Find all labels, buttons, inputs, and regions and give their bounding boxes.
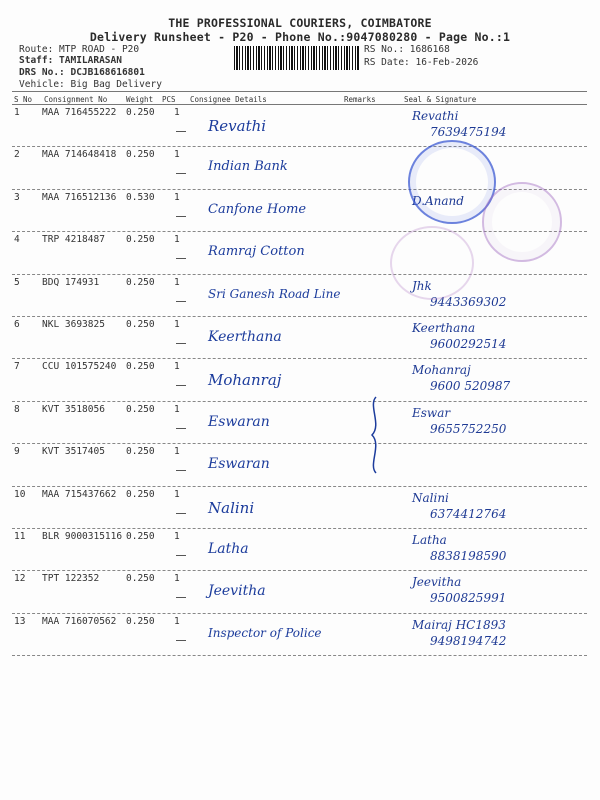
row-weight: 0.250 xyxy=(126,403,155,415)
row-dash-mark-icon xyxy=(176,640,186,641)
row-consignee-handwritten: Latha xyxy=(208,541,249,557)
row-consignee-handwritten: Mohanraj xyxy=(208,371,282,390)
row-pcs: 1 xyxy=(174,488,180,500)
row-consignment: TRP 4218487 xyxy=(42,234,105,246)
row-phone: 9498194742 xyxy=(430,633,507,648)
vehicle: Vehicle: Big Bag Delivery xyxy=(19,79,162,90)
row-signature: Jeevitha xyxy=(412,575,462,590)
row-pcs: 1 xyxy=(174,573,180,585)
row-consignment: TPT 122352 xyxy=(42,573,100,585)
row-signature: Mohanraj xyxy=(412,363,471,378)
row-sno: 6 xyxy=(14,319,20,330)
row-pcs: 1 xyxy=(174,191,180,203)
row-consignment: CCU 101575240 xyxy=(42,361,117,373)
row-pcs: 1 xyxy=(174,234,180,246)
round-stamp-icon xyxy=(482,182,562,262)
row-pcs: 1 xyxy=(174,107,180,118)
row-consignee-handwritten: Eswaran xyxy=(208,456,270,473)
row-consignment: MAA 715437662 xyxy=(42,488,117,500)
row-signature: Jhk xyxy=(412,278,432,293)
row-divider xyxy=(12,570,587,571)
row-weight: 0.250 xyxy=(126,276,155,288)
row-phone: 7639475194 xyxy=(430,125,507,139)
row-consignment: KVT 3518056 xyxy=(42,403,105,415)
row-sno: 12 xyxy=(14,573,26,585)
company-name: THE PROFESSIONAL COURIERS, COIMBATORE xyxy=(168,16,432,30)
row-divider xyxy=(12,486,587,487)
row-consignee-handwritten: Jeevitha xyxy=(208,583,266,600)
row-consignee-handwritten: Sri Ganesh Road Line xyxy=(208,286,341,301)
row-signature: Mairaj HC1893 xyxy=(412,617,506,632)
row-divider xyxy=(12,528,587,529)
row-divider xyxy=(12,316,587,317)
row-consignee-handwritten: Indian Bank xyxy=(208,159,288,175)
row-pcs: 1 xyxy=(174,446,180,458)
row-dash-mark-icon xyxy=(176,173,186,174)
row-consignment: MAA 714648418 xyxy=(42,149,117,161)
row-consignment: NKL 3693825 xyxy=(42,319,105,330)
row-dash-mark-icon xyxy=(176,301,186,302)
row-pcs: 1 xyxy=(174,149,180,161)
row-signature: Keerthana xyxy=(412,321,476,335)
col-weight: Weight xyxy=(126,95,154,104)
row-dash-mark-icon xyxy=(176,470,186,471)
row-sno: 1 xyxy=(14,107,20,118)
faded-stamp-icon xyxy=(390,226,474,300)
row-dash-mark-icon xyxy=(176,258,186,259)
row-weight: 0.250 xyxy=(126,319,155,330)
row-divider xyxy=(12,443,587,444)
row-weight: 0.530 xyxy=(126,191,155,203)
row-consignee-handwritten: Eswaran xyxy=(208,413,270,430)
row-phone: 6374412764 xyxy=(430,506,507,521)
row-signature: D.Anand xyxy=(412,193,464,208)
row-sno: 5 xyxy=(14,276,20,288)
rs-number: RS No.: 1686168 xyxy=(364,44,450,55)
col-seal-signature: Seal & Signature xyxy=(404,95,477,104)
curly-brace-mark-icon xyxy=(366,395,388,475)
row-signature: Eswar xyxy=(412,405,451,420)
row-phone: 8838198590 xyxy=(430,549,507,563)
row-consignee-handwritten: Ramraj Cotton xyxy=(208,244,305,260)
row-divider xyxy=(12,274,587,275)
row-sno: 2 xyxy=(14,149,20,161)
row-dash-mark-icon xyxy=(176,131,186,132)
drs-number: DRS No.: DCJB168616801 xyxy=(19,67,145,78)
row-dash-mark-icon xyxy=(176,385,186,386)
row-weight: 0.250 xyxy=(126,446,155,458)
row-dash-mark-icon xyxy=(176,428,186,429)
row-sno: 13 xyxy=(14,615,26,627)
row-pcs: 1 xyxy=(174,615,180,627)
col-sno: S No xyxy=(14,95,33,104)
row-weight: 0.250 xyxy=(126,107,155,118)
col-consignee-details: Consignee Details xyxy=(190,95,267,104)
col-remarks: Remarks xyxy=(344,95,376,104)
table-header-border xyxy=(12,104,587,105)
row-dash-mark-icon xyxy=(176,343,186,344)
row-dash-mark-icon xyxy=(176,597,186,598)
row-consignee-handwritten: Keerthana xyxy=(208,329,282,345)
row-signature: Revathi xyxy=(412,109,459,123)
route: Route: MTP ROAD - P20 xyxy=(19,44,140,55)
row-weight: 0.250 xyxy=(126,234,155,246)
row-divider xyxy=(12,613,587,614)
row-weight: 0.250 xyxy=(126,488,155,500)
row-phone: 9443369302 xyxy=(430,294,507,309)
row-sno: 11 xyxy=(14,531,26,542)
row-sno: 7 xyxy=(14,361,20,373)
row-signature: Nalini xyxy=(412,490,449,505)
col-pcs: PCS xyxy=(162,95,176,104)
row-weight: 0.250 xyxy=(126,531,155,542)
row-sno: 4 xyxy=(14,234,20,246)
row-consignment: BLR 9000315116 xyxy=(42,531,123,542)
row-consignee-handwritten: Inspector of Police xyxy=(208,625,322,640)
row-pcs: 1 xyxy=(174,361,180,373)
staff: Staff: TAMILARASAN xyxy=(19,55,122,66)
row-phone: 9500825991 xyxy=(430,591,507,606)
row-dash-mark-icon xyxy=(176,216,186,217)
row-phone: 9600292514 xyxy=(430,337,507,351)
row-pcs: 1 xyxy=(174,403,180,415)
row-weight: 0.250 xyxy=(126,615,155,627)
row-consignment: MAA 716512136 xyxy=(42,191,117,203)
row-divider xyxy=(12,146,587,147)
row-weight: 0.250 xyxy=(126,361,155,373)
row-dash-mark-icon xyxy=(176,555,186,556)
row-dash-mark-icon xyxy=(176,513,186,514)
row-sno: 8 xyxy=(14,403,20,415)
row-sno: 3 xyxy=(14,191,20,203)
barcode-icon xyxy=(234,46,360,70)
col-consignment: Consignment No xyxy=(44,95,108,104)
row-consignment: KVT 3517405 xyxy=(42,446,105,458)
row-phone: 9655752250 xyxy=(430,421,507,436)
row-pcs: 1 xyxy=(174,276,180,288)
row-weight: 0.250 xyxy=(126,573,155,585)
row-pcs: 1 xyxy=(174,319,180,330)
row-weight: 0.250 xyxy=(126,149,155,161)
runsheet-title: Delivery Runsheet - P20 - Phone No.:9047080280 - Page No.:1 xyxy=(89,30,511,44)
row-consignment: MAA 716455222 xyxy=(42,107,117,118)
row-consignee-handwritten: Nalini xyxy=(208,498,255,517)
row-pcs: 1 xyxy=(174,531,180,542)
row-consignee-handwritten: Revathi xyxy=(208,117,267,135)
row-divider xyxy=(12,401,587,402)
row-consignment: BDQ 174931 xyxy=(42,276,100,288)
row-consignment: MAA 716070562 xyxy=(42,615,117,627)
row-consignee-handwritten: Canfone Home xyxy=(208,201,307,217)
rs-date: RS Date: 16-Feb-2026 xyxy=(364,57,479,68)
table-top-border xyxy=(12,91,587,92)
row-phone: 9600 520987 xyxy=(430,379,511,394)
row-divider xyxy=(12,655,587,656)
row-sno: 10 xyxy=(14,488,26,500)
row-sno: 9 xyxy=(14,446,20,458)
row-divider xyxy=(12,358,587,359)
row-signature: Latha xyxy=(412,533,447,547)
